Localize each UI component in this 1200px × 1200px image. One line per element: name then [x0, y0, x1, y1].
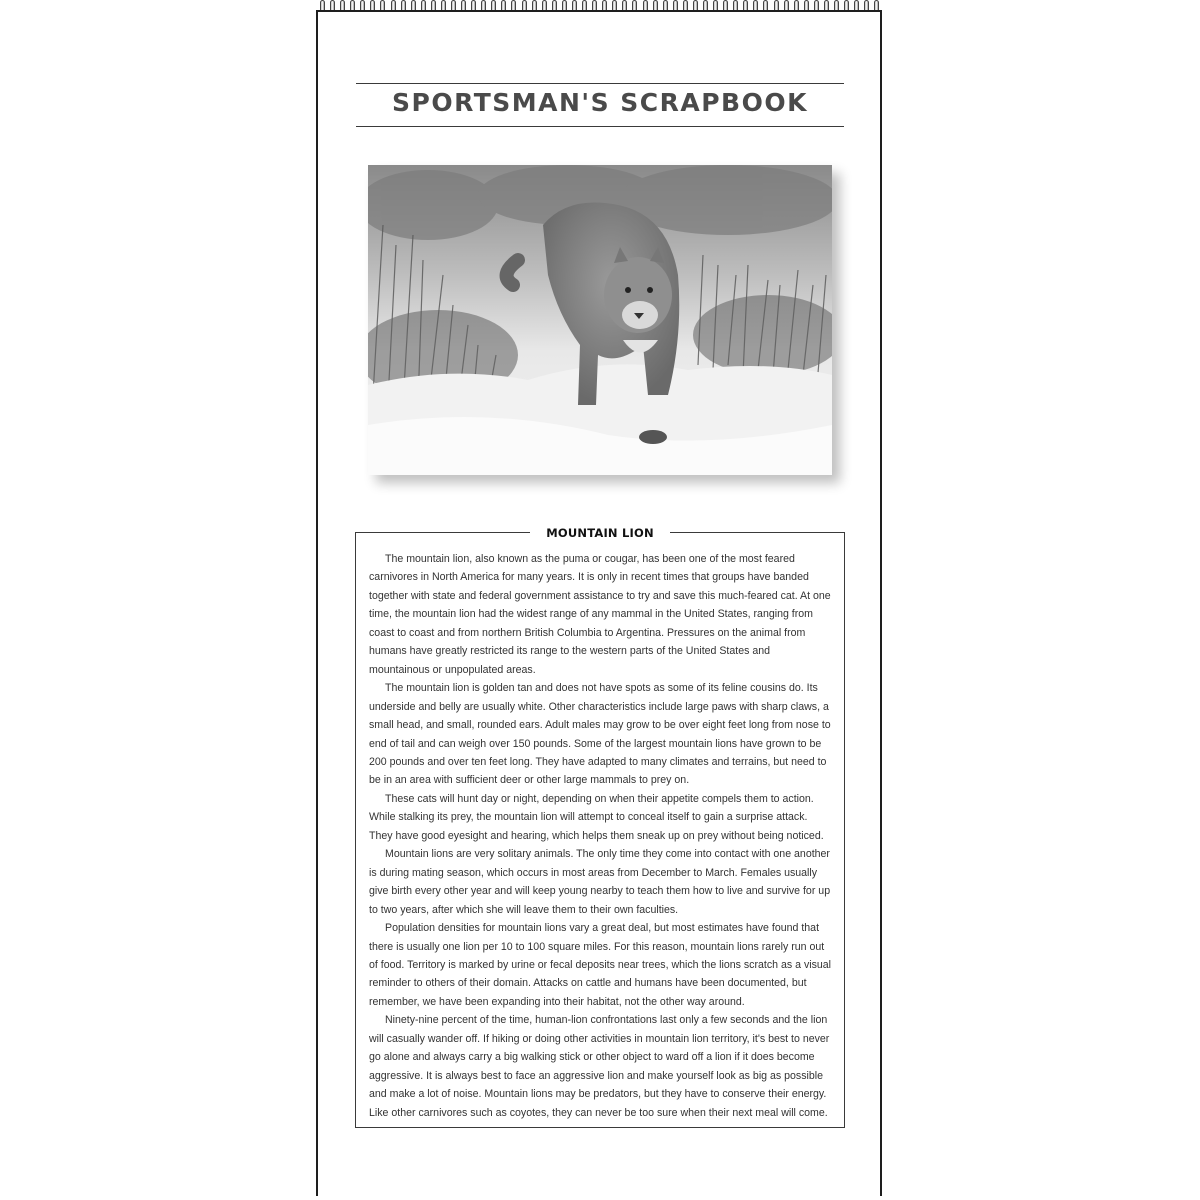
page-title: SPORTSMAN'S SCRAPBOOK: [392, 88, 808, 117]
article-paragraph: These cats will hunt day or night, depending on when their appetite compels them to action. While stalking its prey, the mountain lion will attempt to conceal itself to gain a surprise attack. They have good eyesight and hearing, which helps them sneak up on prey without being noticed.: [369, 792, 824, 842]
title-rule-top: [356, 83, 844, 84]
article-paragraph: The mountain lion is golden tan and does not have spots as some of its feline cousins do. Its underside and belly are usually white. Other characteristics include large paws with sharp claws, a small head, and small, rounded ears. Adult males may grow to be over eight feet long from nose to end of tail and can weigh over 150 pounds. Some of the largest mountain lions have grown to be 200 pounds and over ten feet long. They have adapted to many climates and terrains, but need to be in an area with sufficient deer or other large mammals to prey on.: [369, 682, 831, 787]
title-rule-bottom: [356, 126, 844, 127]
article-paragraph: Mountain lions are very solitary animals. The only time they come into contact with one another is during mating season, which occurs in most areas from December to March. Females usually give birth every other year and will keep young nearby to teach them how to live and survive for up to two years, after which she will leave them to their own faculties.: [369, 848, 831, 916]
article-paragraph: Population densities for mountain lions vary a great deal, but most estimates have found that there is usually one lion per 10 to 100 square miles. For this reason, mountain lions rarely run out of food. Territory is marked by urine or fecal deposits near trees, which the lions scratch as a visual reminder to others of their domain. Attacks on cattle and humans have been documented, but remember, we have been expanding into their habitat, not the other way around.: [369, 922, 832, 1008]
article-paragraph: The mountain lion, also known as the puma or cougar, has been one of the most feared carnivores in North America for many years. It is only in recent times that groups have banded together with state and federal government assistance to try and save this much-feared cat. At one time, the mountain lion had the widest range of any mammal in the United States, ranging from coast to coast and from northern British Columbia to Argentina. Pressures on the animal from humans have greatly restricted its range to the western parts of the United States and mountainous or unpopulated areas.: [369, 553, 831, 676]
mountain-lion-photo: [368, 165, 832, 475]
article-paragraph: Ninety-nine percent of the time, human-lion confrontations last only a few seconds and the lion will casually wander off. If hiking or doing other activities in mountain lion territory, it's best to never go alone and always carry a big walking stick or other object to ward off a lion if it does become aggressive. It is always best to face an aggressive lion and make yourself look as big as possible and make a lot of noise. Mountain lions may be predators, but they have to conserve their energy. Like other carnivores such as coyotes, they can never be too sure when their next meal will come.: [369, 1014, 830, 1119]
article-body: [369, 550, 833, 1122]
article-heading: MOUNTAIN LION: [530, 524, 670, 542]
